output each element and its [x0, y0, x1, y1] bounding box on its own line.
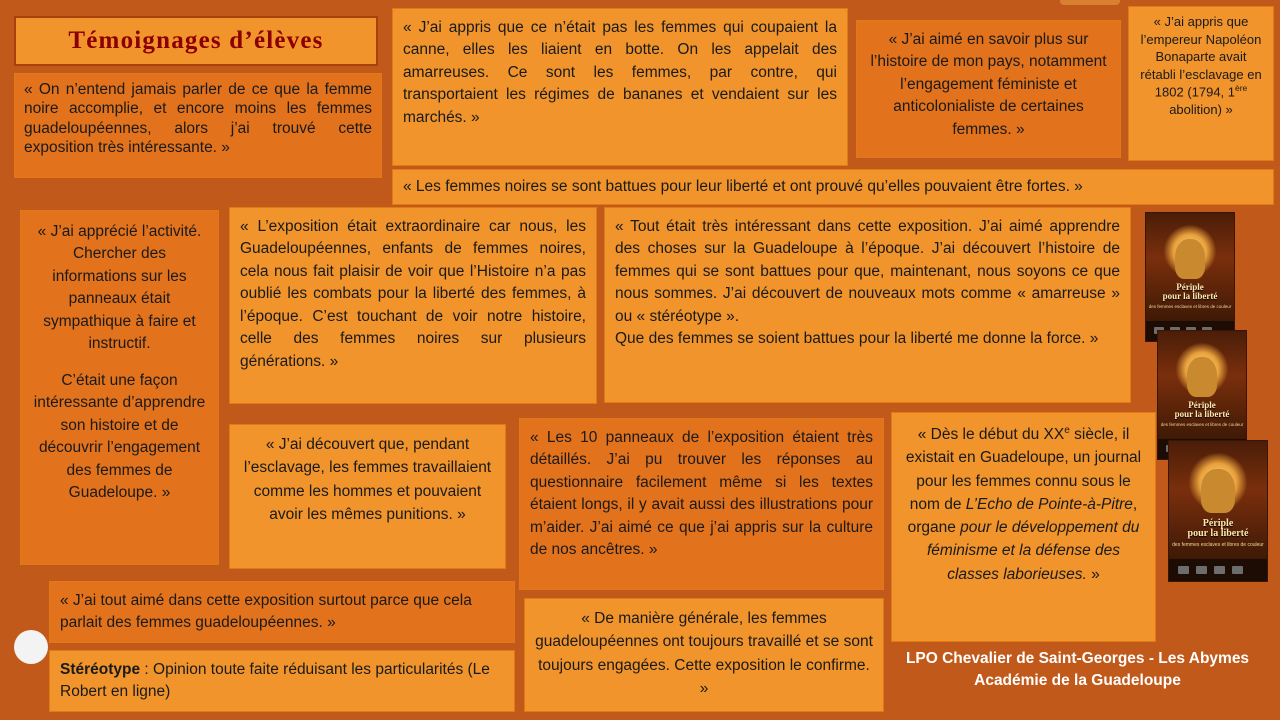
testimonial-7	[229, 207, 597, 404]
poster-title-3	[1169, 519, 1267, 539]
exhibition-poster-1	[1145, 212, 1235, 342]
poster-title-line1: Périple	[1176, 282, 1204, 292]
testimonial-11-part-4: , organe	[907, 495, 1138, 537]
slide-title-box	[14, 16, 378, 66]
poster-sub-3: des femmes esclaves et libres de couleur	[1172, 542, 1264, 548]
testimonial-9-text: « J’ai découvert que, pendant l’esclavage, les femmes travaillaient comme les hommes et pouvaient avoir les mêmes punitions. »	[243, 436, 492, 523]
testimonial-9	[229, 424, 506, 569]
testimonial-4-text-b: abolition) »	[1169, 102, 1233, 118]
testimonial-4	[1128, 6, 1274, 161]
testimonial-11-part-0: « Dès le début du XX	[917, 426, 1065, 444]
testimonial-11	[891, 412, 1156, 642]
testimonial-13	[524, 598, 884, 712]
poster-figure	[1187, 357, 1217, 397]
testimonial-11-part-1: e	[1064, 425, 1070, 436]
testimonial-5	[392, 169, 1274, 205]
testimonial-10-text: « Les 10 panneaux de l’exposition étaient très détaillés. J’ai pu trouver les réponses au questionnaire facilement même si les textes étaient longs, il y avait aussi des illustrations pour m’aider. J’ai aimé ce que j’ai appris sur la culture de nos ancêtres. »	[530, 429, 873, 559]
testimonial-13-text: « De manière générale, les femmes guadeloupéennes ont toujours travaillé et se sont toujours engagées. Cette exposition le confirme. »	[535, 610, 873, 697]
exhibition-poster-3	[1168, 440, 1268, 582]
poster-title-1	[1146, 283, 1234, 301]
poster-chip	[1196, 566, 1207, 574]
page-title: Témoignages d’élèves	[68, 27, 324, 54]
testimonial-12	[49, 581, 515, 643]
testimonial-3	[856, 20, 1121, 158]
testimonial-6-text: « J’ai apprécié l’activité. Chercher des informations sur les panneaux était sympathique à faire et instructif.	[37, 223, 202, 353]
poster-chip	[1232, 566, 1243, 574]
testimonial-11-part-3: L’Echo de Pointe-à-Pitre	[965, 495, 1133, 513]
poster-chip	[1178, 566, 1189, 574]
testimonial-11-part-2: siècle, il existait en Guadeloupe, un journal pour les femmes connu sous le nom de	[905, 426, 1142, 513]
testimonial-4-text-a: « J’ai appris que l’empereur Napoléon Bonaparte avait rétabli l’esclavage en 1802 (1794, 1	[1140, 14, 1262, 100]
testimonial-4-ordinal: ère	[1235, 83, 1248, 94]
poster-chip	[1214, 566, 1225, 574]
decorative-circle	[14, 630, 48, 664]
definition-term: Stéréotype	[60, 661, 141, 678]
poster-band-3	[1169, 559, 1267, 581]
testimonial-2-text: « J’ai appris que ce n’était pas les femmes qui coupaient la canne, elles les liaient en botte. On les appelait des amarreuses. Ce sont les femmes, par contre, qui transportaient les régimes de bananes et vendaient sur les marchés. »	[403, 19, 837, 126]
definition-box	[49, 650, 515, 712]
poster-title-line2: pour la liberté	[1174, 409, 1230, 419]
footer-line-1: LPO Chevalier de Saint-Georges - Les Abymes	[905, 650, 1250, 667]
poster-title-line2: pour la liberté	[1162, 291, 1218, 301]
poster-title-2	[1158, 401, 1246, 419]
testimonial-11-part-5: pour le développement du féminisme et la défense des classes laborieuses.	[927, 519, 1140, 583]
footer-line-2: Académie de la Guadeloupe	[974, 672, 1181, 690]
slide-footer	[880, 648, 1275, 693]
poster-title-line1: Périple	[1188, 400, 1216, 410]
testimonial-2	[392, 8, 848, 166]
definition-body: : Opinion toute faite réduisant les particularités (Le Robert en ligne)	[60, 661, 490, 701]
testimonial-1	[14, 73, 382, 178]
testimonial-6	[20, 210, 219, 565]
testimonial-6-text2: C’était une façon intéressante d’apprendre son histoire et de découvrir l’engagement des femmes de Guadeloupe. »	[33, 371, 206, 502]
testimonial-12-text: « J’ai tout aimé dans cette exposition surtout parce que cela parlait des femmes guadeloupéennes. »	[60, 592, 472, 632]
testimonial-1-text: « On n’entend jamais parler de ce que la femme noire accomplie, et encore moins les femmes guadeloupéennes, alors j’ai trouvé cette exposition très intéressante. »	[24, 81, 372, 157]
poster-sub-1: des femmes esclaves et libres de couleur	[1148, 304, 1232, 309]
testimonial-8	[604, 207, 1131, 403]
testimonial-8-text: « Tout était très intéressant dans cette exposition. J’ai aimé apprendre des choses sur la Guadeloupe à l’époque. J’ai découvert l’histoire de femmes qui se sont battues pour que, maintenant, nous soyons ce que nous sommes. J’ai découvert de nouveaux mots comme « amarreuse » ou « stéréotype ».	[615, 218, 1120, 325]
poster-figure	[1175, 239, 1205, 279]
testimonial-10	[519, 418, 884, 590]
testimonial-8-text2: Que des femmes se soient battues pour la liberté me donne la force. »	[615, 330, 1099, 348]
top-tab-decoration	[1060, 0, 1120, 5]
poster-figure	[1201, 469, 1235, 513]
poster-title-line1: Périple	[1202, 518, 1234, 529]
testimonial-6-gap	[29, 356, 210, 370]
poster-title-line2: pour la liberté	[1187, 528, 1249, 539]
poster-sub-2: des femmes esclaves et libres de couleur	[1160, 422, 1244, 427]
testimonial-7-text: « L’exposition était extraordinaire car nous, les Guadeloupéennes, enfants de femmes noires, cela nous fait plaisir de voir que l’Histoire n’a pas oublié les combats pour la liberté des femmes, à l’époque. C’est touchant de voir notre histoire, celle des femmes noires sur plusieurs générations. »	[240, 218, 586, 370]
testimonial-5-text: « Les femmes noires se sont battues pour leur liberté et ont prouvé qu’elles pouvaient être fortes. »	[403, 178, 1083, 196]
testimonial-11-part-6: »	[1086, 565, 1100, 583]
testimonial-3-text: « J’ai aimé en savoir plus sur l’histoire de mon pays, notamment l’engagement féministe et anticolonialiste de certaines femmes. »	[870, 31, 1107, 138]
